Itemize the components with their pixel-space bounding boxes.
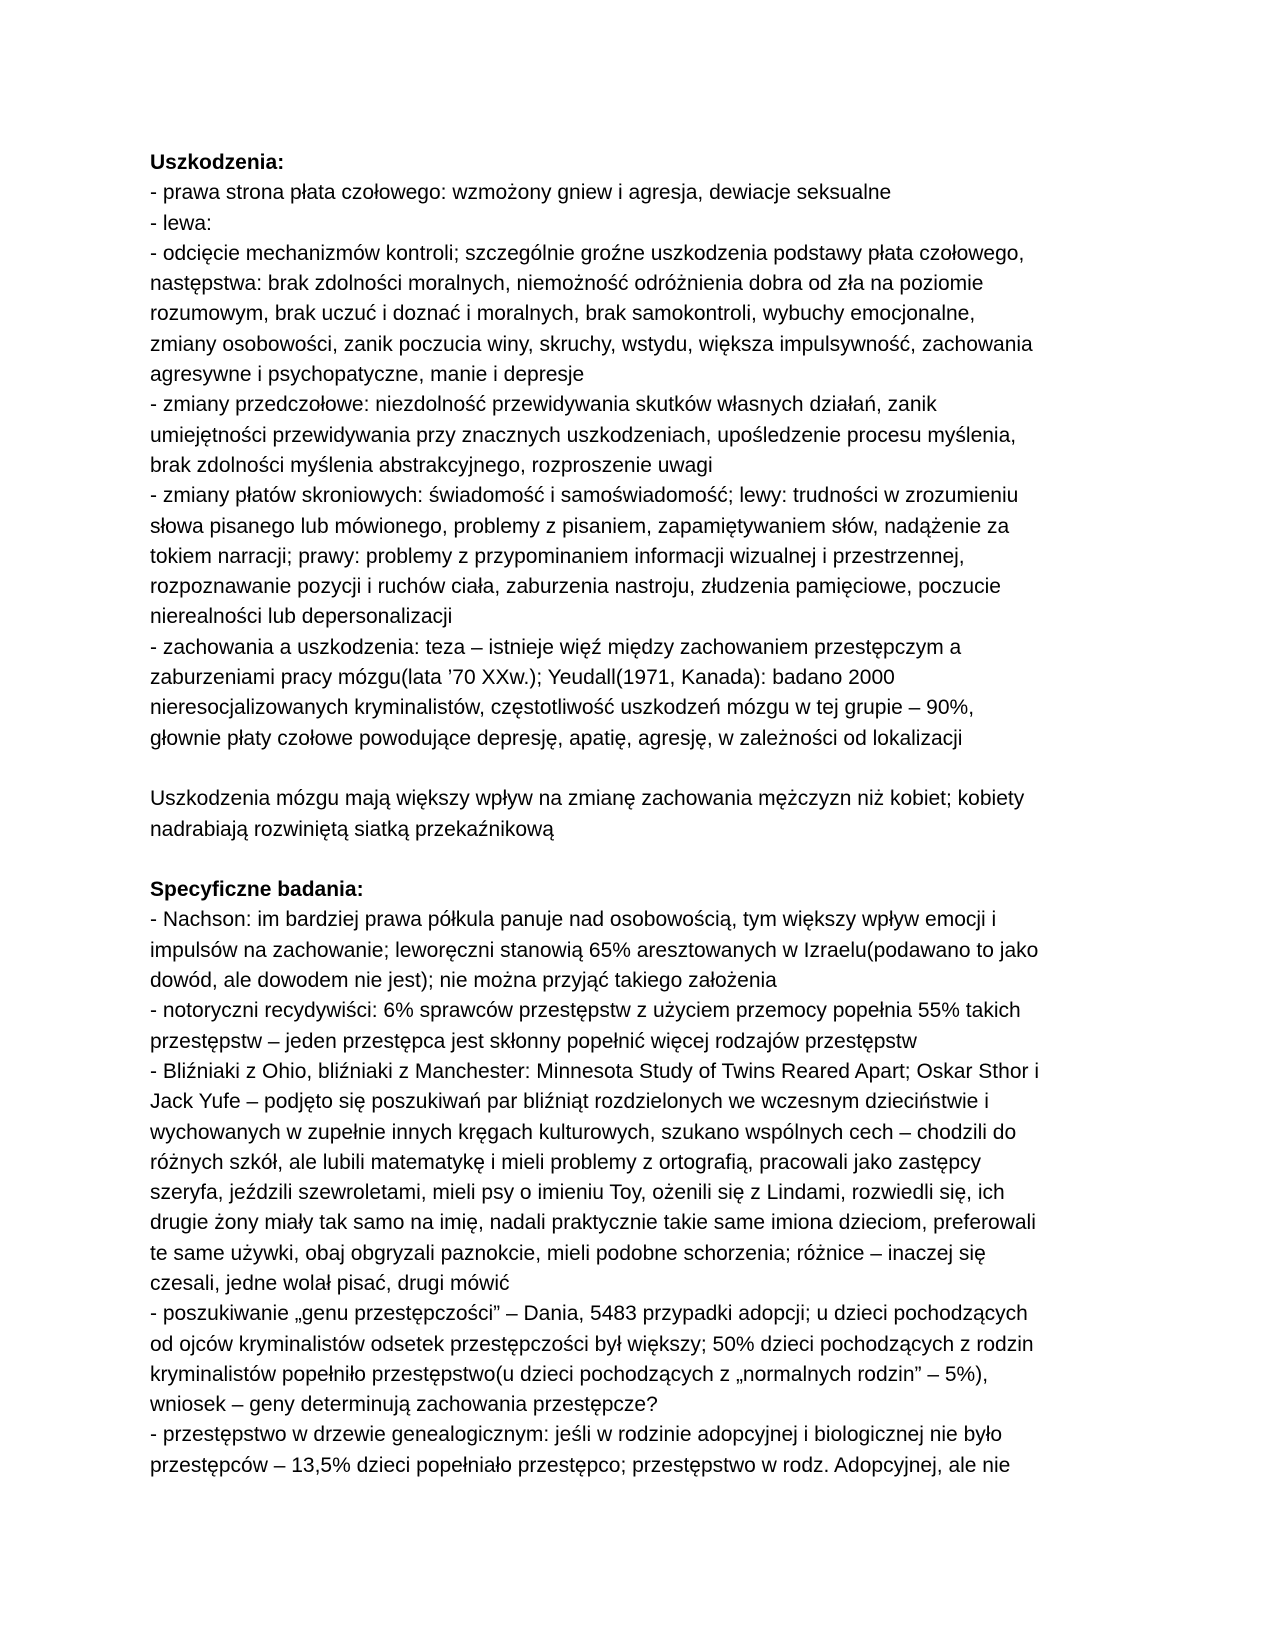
text-line: - przestępstwo w drzewie genealogicznym: jeśli w rodzinie adopcyjnej i biologicznej nie było <box>150 1423 1003 1447</box>
text-line: - Bliźniaki z Ohio, bliźniaki z Manchester: Minnesota Study of Twins Reared Apart; Oskar Sthor i <box>150 1059 1039 1083</box>
text-line: - notoryczni recydywiści: 6% sprawców przestępstw z użyciem przemocy popełnia 55% takich <box>150 999 1021 1023</box>
text-line: - lewa: <box>150 211 212 235</box>
text-line: agresywne i psychopatyczne, manie i depresje <box>150 363 585 387</box>
text-line: umiejętności przewidywania przy znacznych uszkodzeniach, upośledzenie procesu myślenia, <box>150 423 1017 447</box>
section-uszkodzenia-body <box>150 178 1140 754</box>
text-line: nierealności lub depersonalizacji <box>150 605 453 629</box>
text-line: dowód, ale dowodem nie jest); nie można przyjąć takiego założenia <box>150 969 777 993</box>
text-line: impulsów na zachowanie; leworęczni stanowią 65% aresztowanych w Izraelu(podawano to jako <box>150 938 1039 962</box>
text-line: Jack Yufe – podjęto się poszukiwań par bliźniąt rozdzielonych we wczesnym dzieciństwie i <box>150 1090 989 1114</box>
text-line: zaburzeniami pracy mózgu(lata ’70 XXw.); Yeudall(1971, Kanada): badano 2000 <box>150 666 895 690</box>
text-line: kryminalistów popełniło przestępstwo(u dzieci pochodzących z „normalnych rodzin” – 5%), <box>150 1362 989 1386</box>
text-line: - poszukiwanie „genu przestępczości” – Dania, 5483 przypadki adopcji; u dzieci pochodzących <box>150 1302 1028 1326</box>
text-line: różnych szkół, ale lubili matematykę i mieli problemy z ortografią, pracowali jako zastępcy <box>150 1150 981 1174</box>
section-heading-specyficzne-badania: Specyficzne badania: <box>150 878 364 902</box>
paragraph-spacer <box>150 845 1140 875</box>
paragraph-spacer <box>150 754 1140 784</box>
text-line: następstwa: brak zdolności moralnych, niemożność odróżnienia dobra od zła na poziomie <box>150 272 984 296</box>
text-line: zmiany osobowości, zanik poczucia winy, skruchy, wstydu, większa impulsywność, zachowania <box>150 332 1033 356</box>
text-line: - zmiany przedczołowe: niezdolność przewidywania skutków własnych działań, zanik <box>150 393 937 417</box>
text-line: czesali, jedne wolał pisać, drugi mówić <box>150 1271 510 1295</box>
text-line: głownie płaty czołowe powodujące depresję, apatię, agresję, w zależności od lokalizacji <box>150 726 963 750</box>
text-line: - zmiany płatów skroniowych: świadomość i samoświadomość; lewy: trudności w zrozumieniu <box>150 484 1019 508</box>
text-line: nieresocjalizowanych kryminalistów, częstotliwość uszkodzeń mózgu w tej grupie – 90%, <box>150 696 975 720</box>
text-line: wychowanych w zupełnie innych kręgach kulturowych, szukano wspólnych cech – chodzili do <box>150 1120 1017 1144</box>
text-line: brak zdolności myślenia abstrakcyjnego, rozproszenie uwagi <box>150 453 713 477</box>
text-line: drugie żony miały tak samo na imię, nadali praktycznie takie same imiona dzieciom, preferowali <box>150 1211 1036 1235</box>
text-line: rozumowym, brak uczuć i doznać i moralnych, brak samokontroli, wybuchy emocjonalne, <box>150 302 976 326</box>
text-line: tokiem narracji; prawy: problemy z przypominaniem informacji wizualnej i przestrzennej, <box>150 544 965 568</box>
text-line: rozpoznawanie pozycji i ruchów ciała, zaburzenia nastroju, złudzenia pamięciowe, poczucie <box>150 575 1001 599</box>
text-line: - Nachson: im bardziej prawa półkula panuje nad osobowością, tym większy wpływ emocji i <box>150 908 997 932</box>
section-heading-uszkodzenia: Uszkodzenia: <box>150 151 285 174</box>
text-line: przestępstw – jeden przestępca jest skłonny popełnić więcej rodzajów przestępstw <box>150 1029 917 1053</box>
text-line: - odcięcie mechanizmów kontroli; szczególnie groźne uszkodzenia podstawy płata czołowego, <box>150 241 1025 265</box>
text-line: przestępców – 13,5% dzieci popełniało przestępco; przestępstwo w rodz. Adopcyjnej, ale nie <box>150 1453 1011 1477</box>
text-line: - zachowania a uszkodzenia: teza – istnieje więź między zachowaniem przestępczym a <box>150 635 962 659</box>
text-line: słowa pisanego lub mówionego, problemy z pisaniem, zapamiętywaniem słów, nadążenie za <box>150 514 1010 538</box>
text-line: Uszkodzenia mózgu mają większy wpływ na zmianę zachowania mężczyzn niż kobiet; kobiety <box>150 787 1025 811</box>
text-line: od ojców kryminalistów odsetek przestępczości był większy; 50% dzieci pochodzących z rodzin <box>150 1332 1034 1356</box>
section-specyficzne-badania-body <box>150 905 1140 1481</box>
text-line: - prawa strona płata czołowego: wzmożony gniew i agresja, dewiacje seksualne <box>150 181 892 205</box>
text-line: szeryfa, jeździli szewroletami, mieli psy o imieniu Toy, ożenili się z Lindami, rozwiedli się, ich <box>150 1181 1005 1205</box>
text-line: nadrabiają rozwiniętą siatką przekaźnikową <box>150 817 554 841</box>
text-line: te same używki, obaj obgryzali paznokcie, mieli podobne schorzenia; różnice – inaczej się <box>150 1241 986 1265</box>
document-page <box>150 148 1140 1481</box>
text-line: wniosek – geny determinują zachowania przestępcze? <box>150 1393 658 1417</box>
paragraph-plec <box>150 784 1140 845</box>
